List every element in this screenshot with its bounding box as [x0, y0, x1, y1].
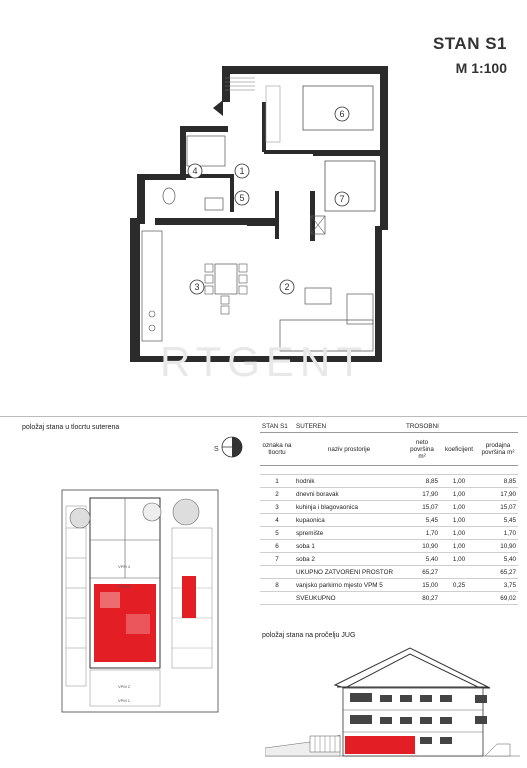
table-top-row: STAN S1 SUTEREN TROSOBNI — [260, 420, 518, 433]
table-header-row — [260, 433, 518, 466]
section-divider — [0, 416, 527, 417]
col-mark: oznaka na tlocrtu — [260, 433, 294, 466]
parking-highlight — [182, 576, 196, 618]
elevation-highlight — [345, 736, 415, 754]
elevation-label: položaj stana na pročelju JUG — [262, 632, 356, 639]
table-row: 3 kuhinja i blagovaonica 15,07 1,00 15,07 — [260, 501, 518, 514]
room-1-label: 1 — [239, 166, 245, 176]
sink — [205, 198, 223, 210]
room-6-label: 6 — [339, 109, 345, 119]
floor-plan — [125, 66, 395, 371]
vpm-3-label: VPM 3 — [118, 584, 131, 589]
kitchen-counter — [142, 231, 162, 341]
room-3-label: 3 — [194, 282, 200, 292]
south-elevation — [265, 640, 520, 764]
col-name: naziv prostorije — [294, 433, 404, 466]
dining-table — [215, 264, 237, 294]
site-plan — [60, 488, 222, 716]
areas-table — [260, 420, 518, 605]
table-row: 6 soba 1 10,90 1,00 10,90 — [260, 540, 518, 553]
col-prod: prodajna površina m² — [478, 433, 518, 466]
room-4-label: 4 — [192, 166, 198, 176]
vpm-4-label: VPM 4 — [118, 564, 131, 569]
plan-title: STAN S1 — [432, 34, 507, 53]
bed-small — [325, 161, 375, 211]
toilet — [163, 188, 175, 204]
table-subtotal-row: UKUPNO ZATVORENI PROSTOR 65,27 65,27 — [260, 566, 518, 579]
table-total-row: SVEUKUPNO 80,27 69,02 — [260, 592, 518, 605]
room-5-label: 5 — [239, 193, 245, 203]
watermark-text: RTGENT — [160, 338, 368, 385]
vpm-1-label: VPM 1 — [118, 698, 131, 703]
table-row: 7 soba 2 5,40 1,00 5,40 — [260, 553, 518, 566]
col-koef: koeficijent — [440, 433, 478, 466]
floor-plan-walls — [130, 66, 388, 362]
coffee-table — [305, 288, 331, 304]
room-2-label: 2 — [284, 282, 290, 292]
compass-label: S — [214, 446, 219, 453]
bathtub — [187, 136, 225, 166]
table-row: 4 kupaonica 5,45 1,00 5,45 — [260, 514, 518, 527]
col-neto: neto površina m² — [404, 433, 440, 466]
entry-arrow — [213, 100, 223, 116]
table-row: 1 hodnik 8,85 1,00 8,85 — [260, 475, 518, 488]
vpm-2-label: VPM 2 — [118, 684, 131, 689]
plan-scale: M 1:100 — [455, 60, 507, 76]
room-7-label: 7 — [339, 194, 345, 204]
location-label: položaj stana u tlocrtu suterena — [22, 424, 120, 431]
table-parking-row: 8 vanjsko parkirno mjesto VPM 5 15,00 0,25 3,75 — [260, 579, 518, 592]
table-row: 5 spremište 1,70 1,00 1,70 — [260, 527, 518, 540]
table-row: 2 dnevni boravak 17,90 1,00 17,90 — [260, 488, 518, 501]
compass-icon — [212, 432, 248, 462]
